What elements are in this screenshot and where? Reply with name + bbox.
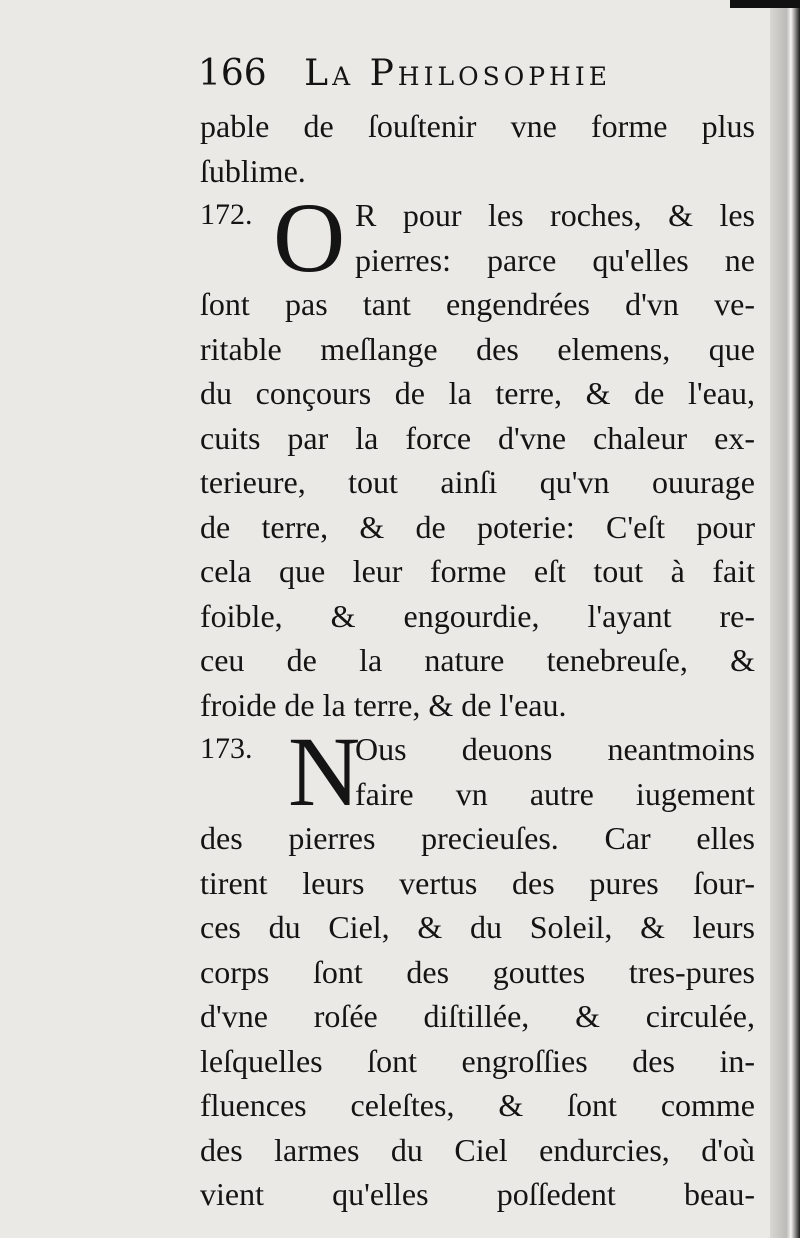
text-line: ſont pas tant engendrées d'vn ve- — [200, 286, 755, 322]
body-text — [200, 104, 755, 1217]
running-title: La Philosophie — [304, 53, 611, 94]
text-line: fluences celeſtes, & ſont comme — [200, 1087, 755, 1123]
text-line: terieure, tout ainſi qu'vn ouurage — [200, 464, 755, 500]
paragraph-number: 173. — [200, 732, 253, 765]
paragraph-172 — [200, 182, 755, 727]
text-line: ritable meſlange des elemens, que — [200, 330, 755, 367]
drop-cap: N — [288, 716, 361, 827]
text-line: ces du Ciel, & du Soleil, & leurs — [200, 909, 755, 945]
text-line: pierres: parce qu'elles ne — [355, 241, 755, 278]
page-edge — [770, 0, 800, 1238]
paragraph-173 — [200, 716, 755, 1217]
drop-cap: O — [273, 182, 346, 293]
text-line: corps ſont des gouttes tres-pures — [200, 953, 755, 990]
text-line: ſublime. — [200, 152, 306, 189]
text-line: leſquelles ſont engroſſies des in- — [200, 1042, 755, 1079]
text-line: cela que leur forme eſt tout à fait — [200, 553, 755, 589]
text-line: tirent leurs vertus des pures ſour- — [200, 864, 755, 901]
text-line: ceu de la nature tenebreuſe, & — [200, 642, 755, 678]
text-line: R pour les roches, & les — [355, 197, 755, 233]
text-line: vient qu'elles poſſedent beau- — [200, 1176, 755, 1212]
text-line: faire vn autre iugement — [355, 775, 755, 812]
text-line: des pierres precieuſes. Car elles — [200, 820, 755, 856]
text-line: d'vne roſée diſtillée, & circulée, — [200, 998, 755, 1034]
text-line: pable de ſouſtenir vne forme plus — [200, 108, 755, 144]
text-line: des larmes du Ciel endurcies, d'où — [200, 1131, 755, 1168]
text-line: cuits par la force d'vne chaleur ex- — [200, 419, 755, 456]
page-corner-shadow — [730, 0, 800, 8]
page-header — [198, 52, 758, 96]
text-line: de terre, & de poterie: C'eſt pour — [200, 508, 755, 545]
paragraph-number: 172. — [200, 198, 253, 231]
page-number: 166 — [198, 53, 267, 94]
text-line: foible, & engourdie, l'ayant re- — [200, 597, 755, 634]
text-line: Ous deuons neantmoins — [355, 731, 755, 767]
text-line: du conçours de la terre, & de l'eau, — [200, 375, 755, 411]
text-line: froide de la terre, & de l'eau. — [200, 686, 567, 723]
